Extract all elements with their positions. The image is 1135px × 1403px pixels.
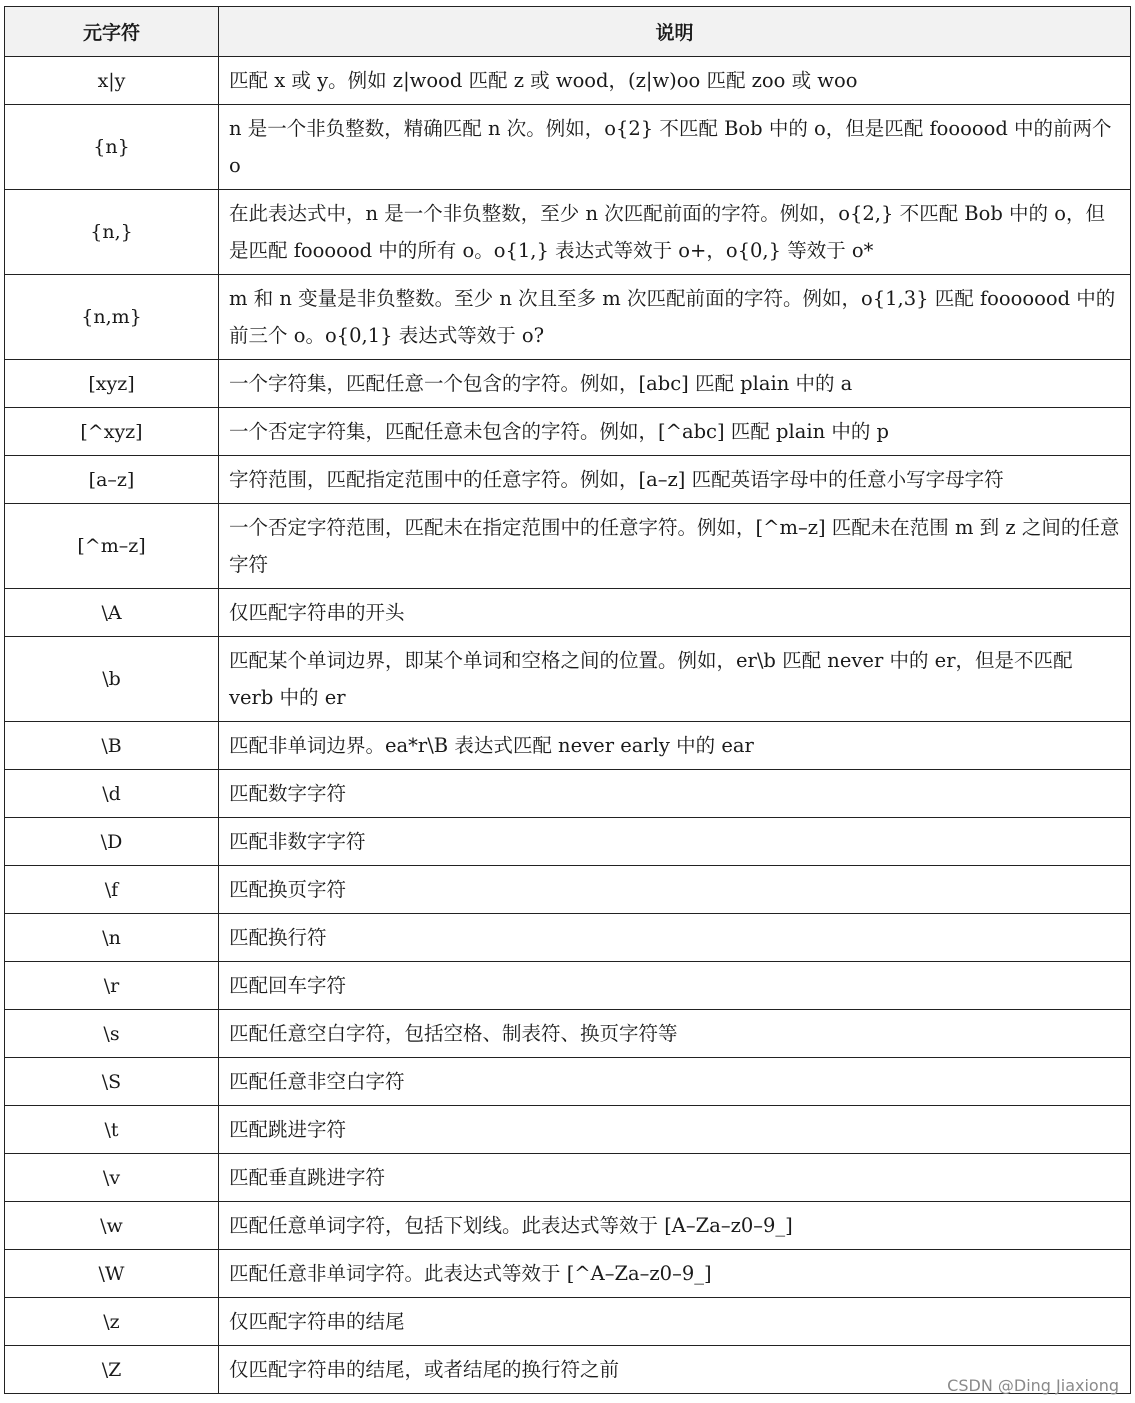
table-row <box>5 1010 1131 1058</box>
metachar-cell: [xyz] <box>5 360 219 408</box>
table-row <box>5 962 1131 1010</box>
table-row <box>5 1058 1131 1106</box>
description-cell: 匹配某个单词边界，即某个单词和空格之间的位置。例如，er\b 匹配 never 中的 er，但是不匹配 verb 中的 er <box>219 637 1131 722</box>
metachar-cell: \t <box>5 1106 219 1154</box>
table-row <box>5 105 1131 190</box>
metachar-cell: \Z <box>5 1346 219 1394</box>
description-cell: 匹配任意空白字符，包括空格、制表符、换页字符等 <box>219 1010 1131 1058</box>
description-cell: 匹配 x 或 y。例如 z|wood 匹配 z 或 wood，(z|w)oo 匹配 zoo 或 woo <box>219 57 1131 105</box>
metachar-cell: \s <box>5 1010 219 1058</box>
description-cell: 匹配任意非单词字符。此表达式等效于 [^A–Za–z0–9_] <box>219 1250 1131 1298</box>
table-row <box>5 190 1131 275</box>
metachar-table-wrapper <box>4 6 1130 1394</box>
description-cell: 仅匹配字符串的开头 <box>219 589 1131 637</box>
metachar-cell: \v <box>5 1154 219 1202</box>
metachar-cell: x|y <box>5 57 219 105</box>
metachar-cell: \W <box>5 1250 219 1298</box>
table-row <box>5 1250 1131 1298</box>
table-row <box>5 914 1131 962</box>
description-cell: 一个字符集，匹配任意一个包含的字符。例如，[abc] 匹配 plain 中的 a <box>219 360 1131 408</box>
description-cell: 仅匹配字符串的结尾，或者结尾的换行符之前 <box>219 1346 1131 1394</box>
metachar-cell: \S <box>5 1058 219 1106</box>
description-cell: n 是一个非负整数，精确匹配 n 次。例如，o{2} 不匹配 Bob 中的 o，但是匹配 foooood 中的前两个 o <box>219 105 1131 190</box>
metachar-cell: \A <box>5 589 219 637</box>
description-cell: m 和 n 变量是非负整数。至少 n 次且至多 m 次匹配前面的字符。例如，o{1,3} 匹配 fooooood 中的前三个 o。o{0,1} 表达式等效于 o? <box>219 275 1131 360</box>
metachar-cell: \b <box>5 637 219 722</box>
table-row <box>5 818 1131 866</box>
description-cell: 一个否定字符范围，匹配未在指定范围中的任意字符。例如，[^m–z] 匹配未在范围 m 到 z 之间的任意字符 <box>219 504 1131 589</box>
table-row <box>5 504 1131 589</box>
table-row <box>5 1202 1131 1250</box>
table-row <box>5 589 1131 637</box>
table-row <box>5 637 1131 722</box>
metachar-cell: {n,} <box>5 190 219 275</box>
table-header-row <box>5 7 1131 57</box>
metachar-cell: \D <box>5 818 219 866</box>
metachar-cell: \r <box>5 962 219 1010</box>
table-row <box>5 1154 1131 1202</box>
metachar-cell: [a–z] <box>5 456 219 504</box>
description-cell: 一个否定字符集，匹配任意未包含的字符。例如，[^abc] 匹配 plain 中的 p <box>219 408 1131 456</box>
table-row <box>5 722 1131 770</box>
table-row <box>5 57 1131 105</box>
description-cell: 匹配回车字符 <box>219 962 1131 1010</box>
table-row <box>5 1298 1131 1346</box>
metachar-cell: \z <box>5 1298 219 1346</box>
description-cell: 匹配任意单词字符，包括下划线。此表达式等效于 [A–Za–z0–9_] <box>219 1202 1131 1250</box>
metachar-cell: [^m–z] <box>5 504 219 589</box>
metachar-cell: {n,m} <box>5 275 219 360</box>
table-row <box>5 866 1131 914</box>
metachar-cell: \d <box>5 770 219 818</box>
table-row <box>5 456 1131 504</box>
csdn-watermark: CSDN @Ding Jiaxiong <box>947 1376 1119 1395</box>
table-row <box>5 408 1131 456</box>
description-cell: 在此表达式中，n 是一个非负整数，至少 n 次匹配前面的字符。例如，o{2,} 不匹配 Bob 中的 o，但是匹配 foooood 中的所有 o。o{1,} 表达式等效于 o+，o{0,} 等效于 o* <box>219 190 1131 275</box>
table-row <box>5 1106 1131 1154</box>
metachar-cell: [^xyz] <box>5 408 219 456</box>
description-cell: 匹配数字字符 <box>219 770 1131 818</box>
description-cell: 匹配任意非空白字符 <box>219 1058 1131 1106</box>
table-row <box>5 770 1131 818</box>
description-cell: 匹配换页字符 <box>219 866 1131 914</box>
header-description: 说明 <box>219 7 1131 57</box>
description-cell: 仅匹配字符串的结尾 <box>219 1298 1131 1346</box>
metachar-cell: {n} <box>5 105 219 190</box>
description-cell: 匹配非数字字符 <box>219 818 1131 866</box>
description-cell: 匹配垂直跳进字符 <box>219 1154 1131 1202</box>
metachar-cell: \f <box>5 866 219 914</box>
header-metachar: 元字符 <box>5 7 219 57</box>
description-cell: 匹配跳进字符 <box>219 1106 1131 1154</box>
metachar-table <box>4 6 1131 1394</box>
metachar-cell: \w <box>5 1202 219 1250</box>
description-cell: 字符范围，匹配指定范围中的任意字符。例如，[a–z] 匹配英语字母中的任意小写字母字符 <box>219 456 1131 504</box>
description-cell: 匹配换行符 <box>219 914 1131 962</box>
metachar-cell: \B <box>5 722 219 770</box>
table-row <box>5 275 1131 360</box>
table-row <box>5 360 1131 408</box>
description-cell: 匹配非单词边界。ea*r\B 表达式匹配 never early 中的 ear <box>219 722 1131 770</box>
metachar-cell: \n <box>5 914 219 962</box>
